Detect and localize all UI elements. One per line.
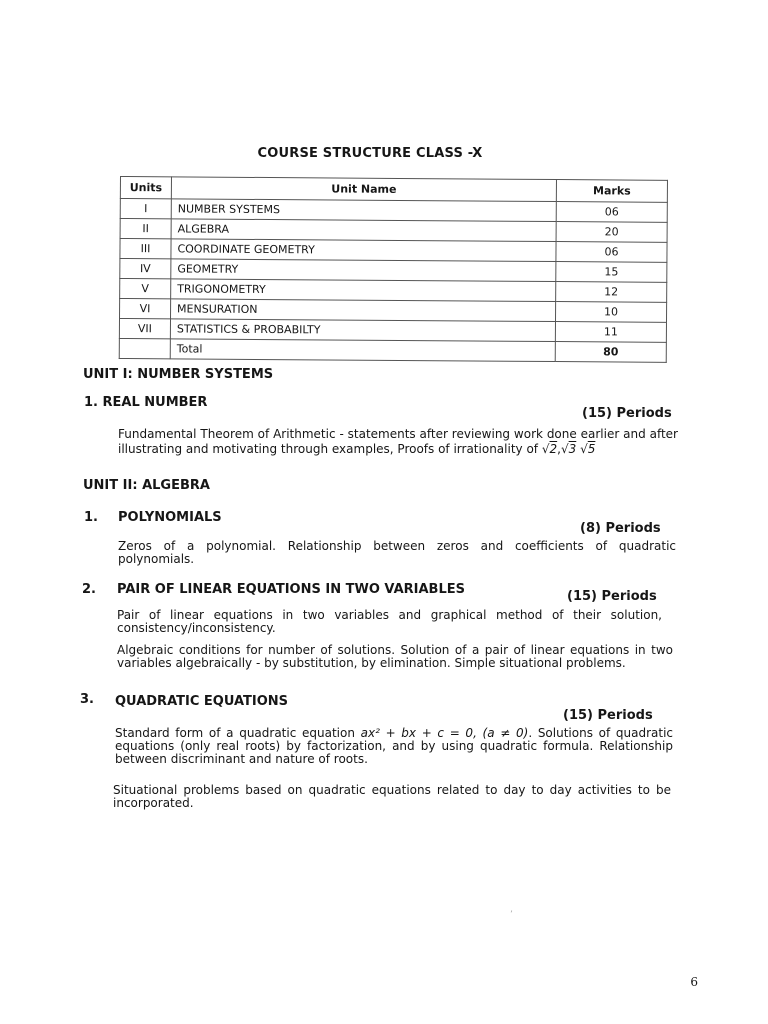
unit-cell: VII: [119, 319, 170, 339]
unit-name-cell: COORDINATE GEOMETRY: [171, 239, 556, 262]
unit-name-cell: NUMBER SYSTEMS: [171, 199, 556, 222]
quadratic-text-post: . Solutions of quadratic equations (only real roots) by factorization, and by using quadratic formula. Relationship between discriminant and nature of roots.: [115, 726, 673, 766]
unit-name-cell: STATISTICS & PROBABILTY: [170, 319, 555, 342]
real-number-text: Fundamental Theorem of Arithmetic - statements after reviewing work done earlier and after illustrating and motivating through examples, Proofs of irrationality of: [118, 427, 678, 456]
scan-speck: ʼ: [510, 910, 513, 920]
unit-1-heading: UNIT I: NUMBER SYSTEMS: [83, 367, 274, 382]
quadratic-number: 3.: [80, 692, 94, 707]
unit-cell: V: [120, 279, 171, 299]
real-number-description: Fundamental Theorem of Arithmetic - statements after reviewing work done earlier and after illustrating and motivating through examples, Proofs of irrationality of √2,√3 √5: [118, 427, 678, 456]
linear-equations-description-1: Pair of linear equations in two variables and graphical method of their solution, consistency/inconsistency.: [117, 608, 662, 635]
course-structure-table: [119, 176, 668, 363]
linear-equations-description-2: Algebraic conditions for number of solutions. Solution of a pair of linear equations in two variables algebraically - by substitution, by elimination. Simple situational problems.: [117, 643, 673, 670]
root-3: √3: [560, 442, 577, 456]
total-marks: 80: [555, 342, 666, 363]
polynomials-number: 1.: [84, 510, 98, 525]
marks-header: Marks: [556, 180, 667, 203]
unit-2-heading: UNIT II: ALGEBRA: [83, 478, 210, 493]
unit-cell: VI: [120, 299, 171, 319]
empty-cell: [119, 338, 170, 358]
root-2: √2: [541, 442, 558, 456]
unit-name-cell: TRIGONOMETRY: [171, 279, 556, 302]
unit-name-cell: MENSURATION: [171, 299, 556, 322]
root-5: √5: [580, 442, 596, 456]
page-title: COURSE STRUCTURE CLASS -X: [257, 146, 483, 161]
unit-cell: II: [120, 219, 171, 239]
unit-name-header: Unit Name: [171, 177, 556, 202]
total-label: Total: [170, 339, 555, 362]
real-number-periods: (15) Periods: [582, 406, 672, 421]
quadratic-equation: ax² + bx + c = 0, (a ≠ 0): [360, 726, 529, 740]
quadratic-description-2: Situational problems based on quadratic equations related to day to day activities to be incorporated.: [113, 783, 671, 810]
polynomials-heading: POLYNOMIALS: [118, 510, 222, 525]
unit-cell: IV: [120, 259, 171, 279]
unit-name-cell: GEOMETRY: [171, 259, 556, 282]
marks-cell: 11: [555, 322, 666, 343]
marks-cell: 06: [556, 202, 667, 223]
marks-cell: 20: [556, 222, 667, 243]
polynomials-periods: (8) Periods: [580, 521, 661, 536]
marks-cell: 12: [556, 282, 667, 303]
marks-cell: 10: [555, 302, 666, 323]
unit-cell: I: [120, 199, 171, 219]
table-total-row: [119, 338, 666, 362]
quadratic-heading: QUADRATIC EQUATIONS: [115, 694, 289, 709]
polynomials-description: Zeros of a polynomial. Relationship between zeros and coefficients of quadratic polynomials.: [118, 539, 676, 566]
marks-cell: 06: [556, 242, 667, 263]
page-number: 6: [690, 975, 698, 989]
unit-name-cell: ALGEBRA: [171, 219, 556, 242]
quadratic-text-pre: Standard form of a quadratic equation: [115, 726, 361, 740]
quadratic-periods: (15) Periods: [563, 708, 653, 723]
marks-cell: 15: [556, 262, 667, 283]
linear-equations-heading: PAIR OF LINEAR EQUATIONS IN TWO VARIABLES: [117, 582, 465, 597]
unit-cell: III: [120, 239, 171, 259]
linear-equations-number: 2.: [82, 582, 96, 597]
units-header: Units: [120, 177, 171, 199]
real-number-heading: 1. REAL NUMBER: [84, 395, 208, 410]
quadratic-description-1: [115, 727, 673, 766]
linear-equations-periods: (15) Periods: [567, 589, 657, 604]
